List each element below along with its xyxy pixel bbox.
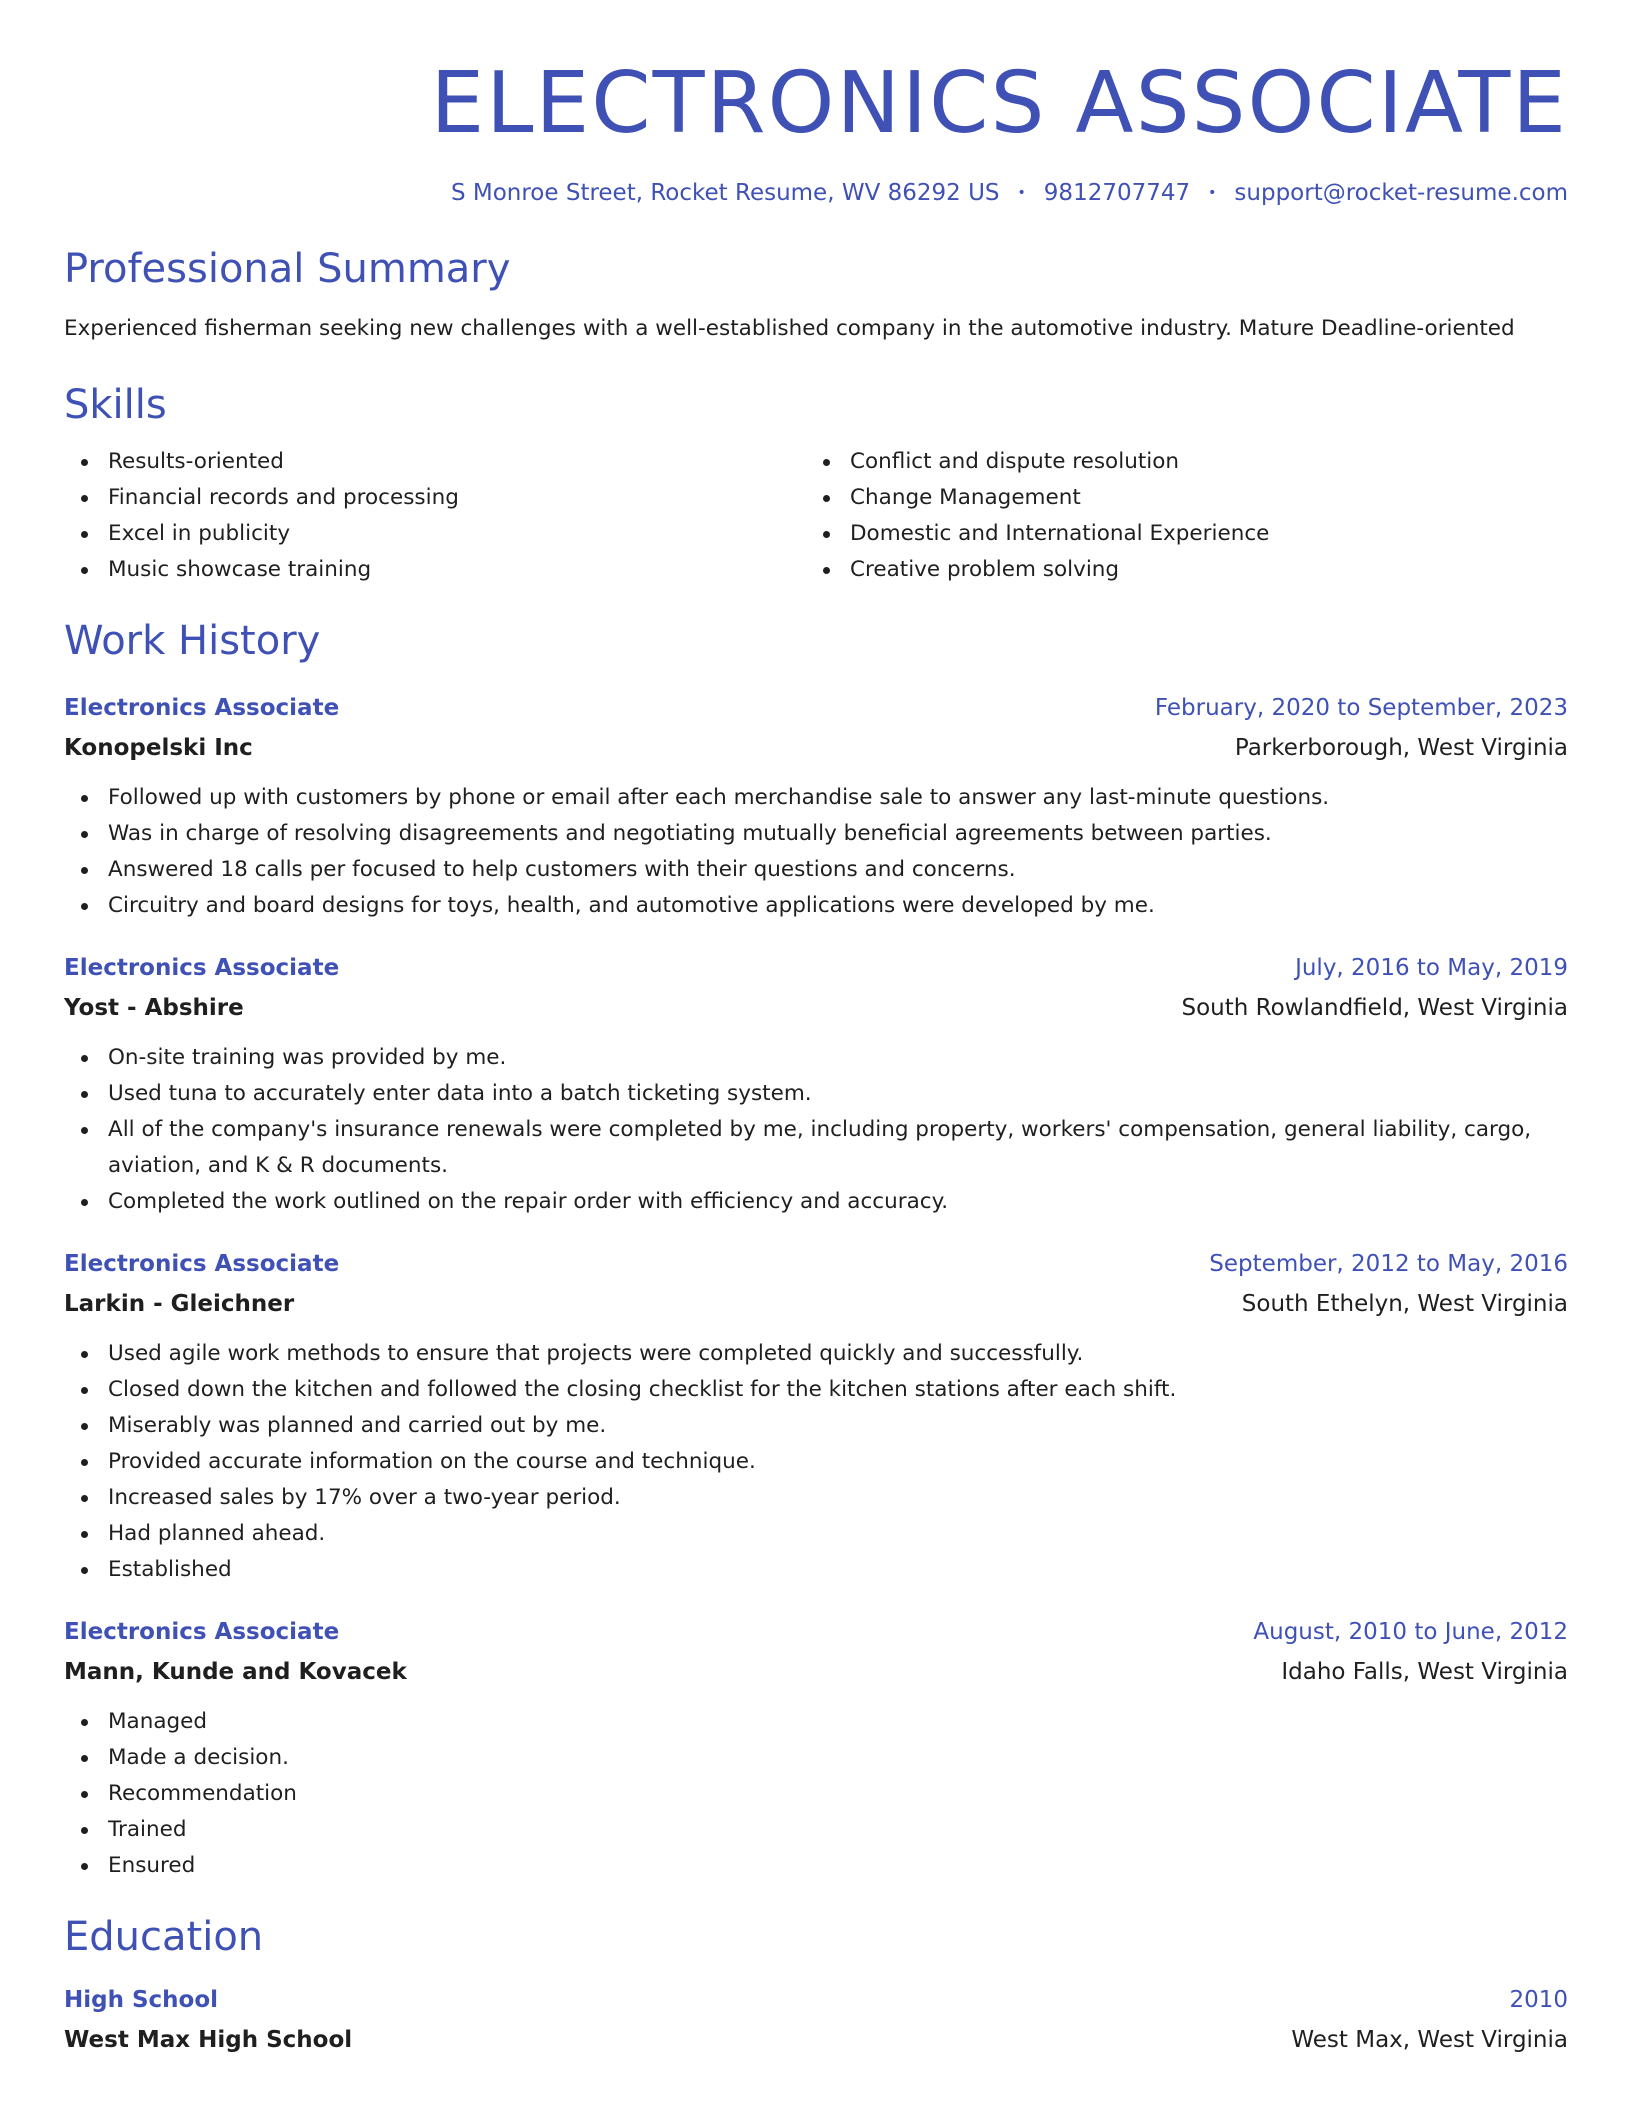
job-bullet: Completed the work outlined on the repair order with efficiency and accuracy. xyxy=(64,1184,1568,1220)
contact-separator: • xyxy=(1017,185,1026,201)
skill-item: Financial records and processing xyxy=(64,480,806,516)
job-bullets xyxy=(64,1336,1568,1588)
job-bullet: Provided accurate information on the course and technique. xyxy=(64,1444,1568,1480)
skill-item: Conflict and dispute resolution xyxy=(806,444,1568,480)
summary-section xyxy=(64,244,1568,344)
job-bullet: Had planned ahead. xyxy=(64,1516,1568,1552)
skills-heading: Skills xyxy=(64,382,167,428)
job-bullet: Followed up with customers by phone or email after each merchandise sale to answer any last-minute questions. xyxy=(64,780,1568,816)
job-company: Konopelski Inc xyxy=(64,735,253,761)
job-bullet: Circuitry and board designs for toys, health, and automotive applications were developed by me. xyxy=(64,888,1568,924)
job-dates: July, 2016 to May, 2019 xyxy=(1295,955,1568,981)
work-history-heading: Work History xyxy=(64,618,321,664)
job-dates: August, 2010 to June, 2012 xyxy=(1253,1619,1568,1645)
job-bullets xyxy=(64,1704,1568,1884)
job-company: Larkin - Gleichner xyxy=(64,1291,295,1317)
skills-list-left xyxy=(64,444,806,588)
job-location: South Rowlandfield, West Virginia xyxy=(1181,995,1568,1021)
summary-text: Experienced fisherman seeking new challenges with a well-established company in the automotive industry. Mature Deadline-oriented xyxy=(64,316,1515,341)
resume-header xyxy=(64,0,1568,206)
job-bullet: Recommendation xyxy=(64,1776,1568,1812)
job-bullets xyxy=(64,780,1568,924)
job-dates: September, 2012 to May, 2016 xyxy=(1209,1251,1568,1277)
job-company: Mann, Kunde and Kovacek xyxy=(64,1659,407,1685)
contact-address: S Monroe Street, Rocket Resume, WV 86292 US xyxy=(450,180,1000,206)
resume-title: ELECTRONICS ASSOCIATE xyxy=(430,54,1568,153)
job-location: Idaho Falls, West Virginia xyxy=(1281,1659,1568,1685)
contact-line xyxy=(64,180,1568,206)
work-history-section xyxy=(64,616,1568,1884)
job-bullet: Miserably was planned and carried out by me. xyxy=(64,1408,1568,1444)
job-location: South Ethelyn, West Virginia xyxy=(1241,1291,1568,1317)
job-company: Yost - Abshire xyxy=(64,995,244,1021)
job-bullet: Used agile work methods to ensure that projects were completed quickly and successfully. xyxy=(64,1336,1568,1372)
job-bullet: Closed down the kitchen and followed the closing checklist for the kitchen stations after each shift. xyxy=(64,1372,1568,1408)
education-section xyxy=(64,1912,1568,2060)
education-school: West Max High School xyxy=(64,2027,353,2053)
job-entry xyxy=(64,948,1568,1220)
job-role: Electronics Associate xyxy=(64,1619,340,1645)
job-bullet: Trained xyxy=(64,1812,1568,1848)
job-bullet: Answered 18 calls per focused to help customers with their questions and concerns. xyxy=(64,852,1568,888)
job-bullet: Established xyxy=(64,1552,1568,1588)
job-bullet: Made a decision. xyxy=(64,1740,1568,1776)
job-bullet: Managed xyxy=(64,1704,1568,1740)
contact-email: support@rocket-resume.com xyxy=(1234,180,1568,206)
job-bullet: All of the company's insurance renewals were completed by me, including property, workers' compensation, general liability, cargo, aviation, and K & R documents. xyxy=(64,1112,1568,1184)
education-year: 2010 xyxy=(1509,1987,1568,2013)
skills-list-right xyxy=(806,444,1568,588)
job-entry xyxy=(64,1244,1568,1588)
skills-grid xyxy=(64,444,1568,588)
skill-item: Creative problem solving xyxy=(806,552,1568,588)
job-role: Electronics Associate xyxy=(64,1251,340,1277)
skill-item: Excel in publicity xyxy=(64,516,806,552)
job-role: Electronics Associate xyxy=(64,695,340,721)
summary-heading: Professional Summary xyxy=(64,246,511,292)
contact-phone: 9812707747 xyxy=(1043,180,1191,206)
skills-section xyxy=(64,380,1568,588)
job-bullet: Was in charge of resolving disagreements and negotiating mutually beneficial agreements between parties. xyxy=(64,816,1568,852)
skill-item: Music showcase training xyxy=(64,552,806,588)
skill-item: Domestic and International Experience xyxy=(806,516,1568,552)
education-entry xyxy=(64,1980,1568,2060)
education-degree: High School xyxy=(64,1987,219,2013)
job-bullet: Increased sales by 17% over a two-year period. xyxy=(64,1480,1568,1516)
job-bullet: On-site training was provided by me. xyxy=(64,1040,1568,1076)
job-bullets xyxy=(64,1040,1568,1220)
education-location: West Max, West Virginia xyxy=(1291,2027,1568,2053)
skill-item: Results-oriented xyxy=(64,444,806,480)
contact-separator: • xyxy=(1208,185,1217,201)
job-bullet: Ensured xyxy=(64,1848,1568,1884)
education-heading: Education xyxy=(64,1914,264,1960)
job-role: Electronics Associate xyxy=(64,955,340,981)
job-entry xyxy=(64,1612,1568,1884)
skill-item: Change Management xyxy=(806,480,1568,516)
job-location: Parkerborough, West Virginia xyxy=(1234,735,1568,761)
job-entry xyxy=(64,688,1568,924)
job-dates: February, 2020 to September, 2023 xyxy=(1154,695,1568,721)
job-bullet: Used tuna to accurately enter data into a batch ticketing system. xyxy=(64,1076,1568,1112)
